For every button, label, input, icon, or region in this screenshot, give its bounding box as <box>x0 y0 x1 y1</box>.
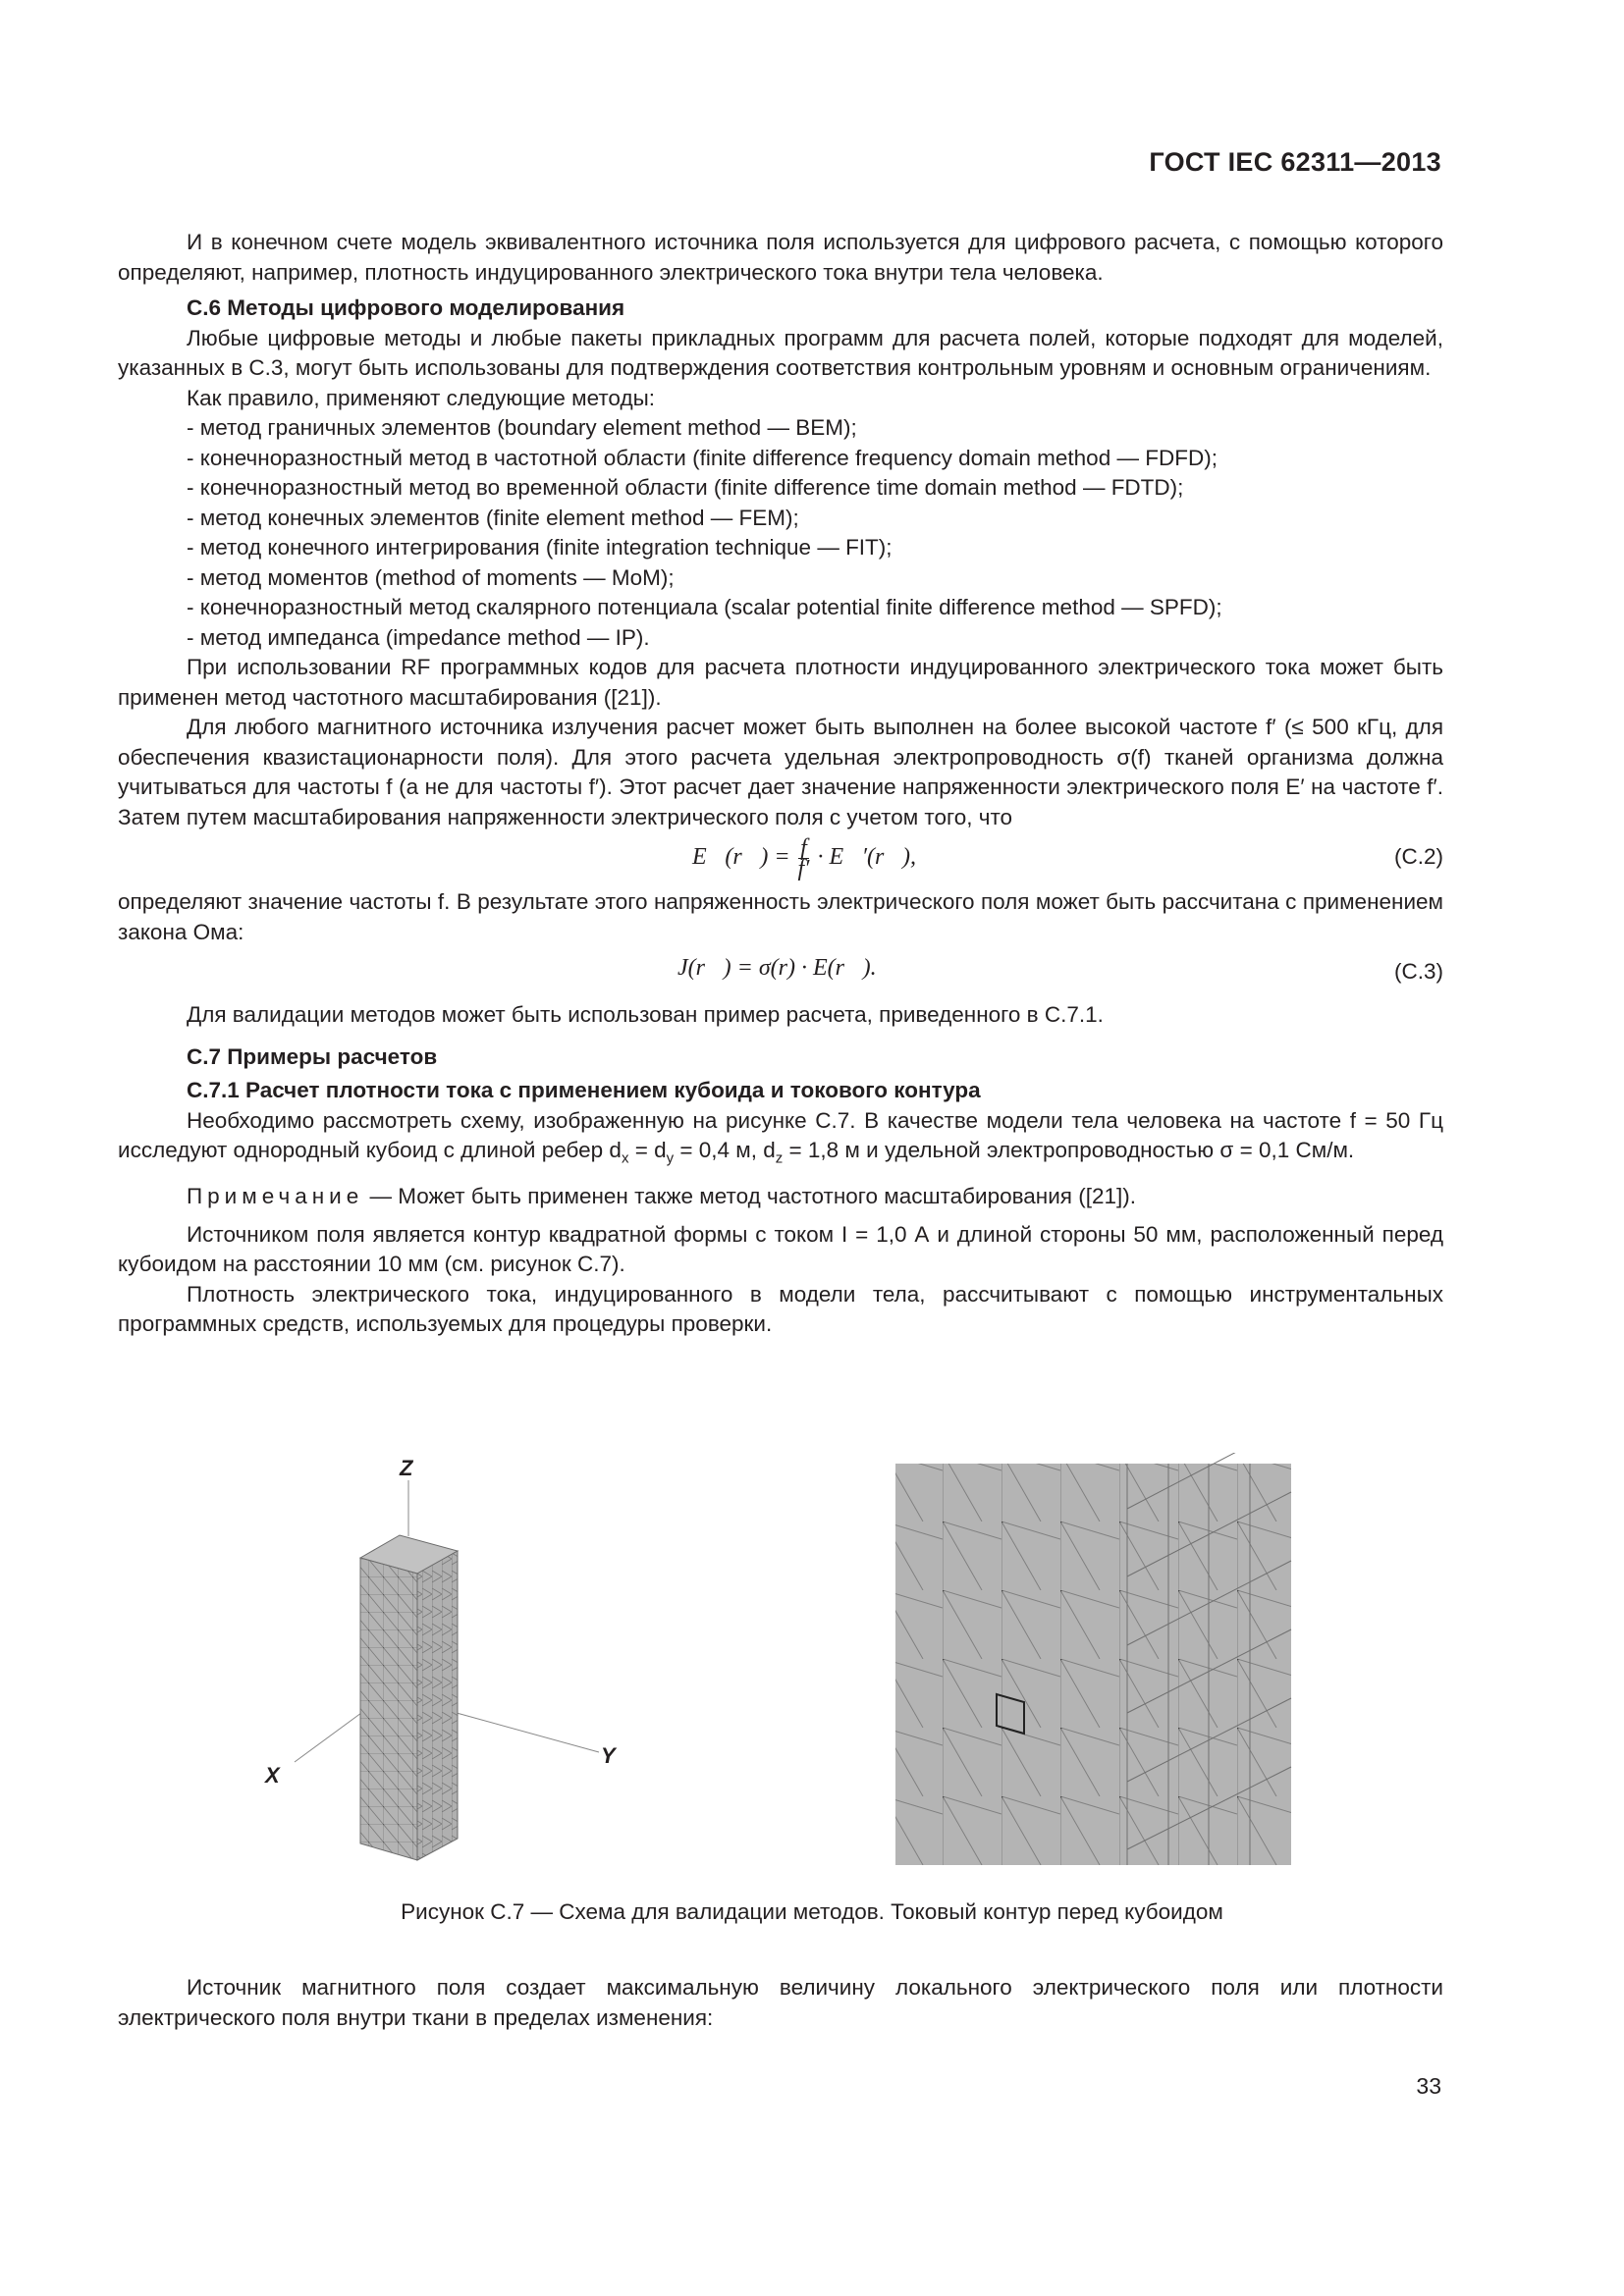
equation-c2-number: (С.2) <box>1394 844 1443 869</box>
method-item: - метод конечного интегрирования (finite integration technique — FIT); <box>187 535 893 560</box>
equation-c3-expression: J(r⃗) = σ(r) · E(r⃗). <box>677 955 877 981</box>
method-item: - конечноразностный метод скалярного потенциала (scalar potential finite difference method — SPFD); <box>187 595 1222 619</box>
c71-paragraph-2: Источником поля является контур квадратной формы с током I = 1,0 А и длиной стороны 50 мм, расположенный перед кубоидом на расстоянии 10 мм (см. рисунок С.7). <box>118 1221 1443 1276</box>
equation-c3-number: (С.3) <box>1394 959 1443 984</box>
c71-paragraph-1 <box>118 1106 1443 1175</box>
section-c6-heading: С.6 Методы цифрового моделирования <box>187 295 625 320</box>
method-item: - метод импеданса (impedance method — IP). <box>187 624 650 650</box>
eq2-fraction <box>797 835 810 881</box>
body-text-lower <box>118 1973 1443 2033</box>
eq2-denominator: f′ <box>797 856 810 881</box>
c6-paragraph-3: При использовании RF программных кодов для расчета плотности индуцированного электрического тока может быть применен метод частотного масштабирования ([21]). <box>118 655 1443 710</box>
c6-paragraph-2: Как правило, применяют следующие методы: <box>187 385 655 410</box>
method-item: - метод конечных элементов (finite element method — FEM); <box>187 505 799 530</box>
axis-y-label: Y <box>601 1743 616 1768</box>
closing-paragraph: Источник магнитного поля создает максимальную величину локального электрического поля или плотности электрического поля внутри ткани в пределах изменения: <box>118 1975 1443 2030</box>
c71-p1-part: = 1,8 м и удельной электропроводностью σ = 0,1 См/м. <box>783 1138 1355 1162</box>
subscript-x: x <box>621 1149 629 1167</box>
axis-z-label: Z <box>400 1456 413 1480</box>
method-item: - конечноразностный метод во временной области (finite difference time domain method — FDTD); <box>187 475 1184 500</box>
c71-p1-part: Необходимо рассмотреть схему, изображенную на рисунке С.7. В качестве модели тела человека на частоте f = 50 Гц исследуют однородный кубоид с длиной ребер d <box>118 1107 1443 1162</box>
intro-paragraph: И в конечном счете модель эквивалентного источника поля используется для цифрового расчета, с помощью которого определяют, например, плотность индуцированного электрического тока внутри тела человека. <box>118 230 1443 285</box>
figure-caption: Рисунок С.7 — Схема для валидации методов. Токовый контур перед кубоидом <box>401 1899 1223 1924</box>
c6-paragraph-5: определяют значение частоты f. В результате этого напряженность электрического поля может быть рассчитана с применением закона Ома: <box>118 889 1443 944</box>
body-text-upper <box>118 228 1443 1340</box>
c6-paragraph-1: Любые цифровые методы и любые пакеты прикладных программ для расчета полей, которые подходят для моделей, указанных в С.3, могут быть использованы для подтверждения соответствия контрольным уровням и основным ограничениям. <box>118 325 1443 380</box>
c71-p1-part: = 0,4 м, d <box>674 1138 776 1162</box>
subscript-z: z <box>775 1149 784 1167</box>
document-id-header: ГОСТ IEC 62311—2013 <box>1149 147 1441 177</box>
method-item: - метод граничных элементов (boundary element method — BEM); <box>187 415 857 440</box>
note-text: — Может быть применен также метод частотного масштабирования ([21]). <box>363 1184 1136 1208</box>
note-label: Примечание <box>187 1184 364 1208</box>
axis-x-label: X <box>265 1763 280 1788</box>
page-number: 33 <box>1416 2073 1441 2099</box>
cuboid-diagram <box>263 1456 618 1860</box>
c71-p1-part: = d <box>628 1138 667 1162</box>
c6-paragraph-6: Для валидации методов может быть использован пример расчета, приведенного в С.7.1. <box>187 1002 1104 1027</box>
subscript-y: y <box>666 1149 675 1167</box>
c71-paragraph-3: Плотность электрического тока, индуцированного в модели тела, рассчитывают с помощью инструментальных программных средств, используемых для процедуры проверки. <box>118 1281 1443 1336</box>
eq2-numerator: f <box>798 838 810 859</box>
figure-c7 <box>0 1453 1624 1885</box>
equation-c2 <box>118 832 1443 887</box>
equation-c3 <box>118 947 1443 996</box>
equation-c2-expression <box>692 835 917 881</box>
note <box>118 1182 1443 1212</box>
figure-c7-graphics <box>0 1453 1624 1885</box>
mesh-zoom-view <box>895 1453 1291 1865</box>
eq2-lhs: E⃗(r⃗) = <box>692 844 790 871</box>
eq2-rhs: · E⃗′(r⃗), <box>817 844 917 871</box>
section-c7-heading: С.7 Примеры расчетов <box>187 1043 438 1069</box>
c6-paragraph-4: Для любого магнитного источника излучения расчет может быть выполнен на более высокой частоте f′ (≤ 500 кГц, для обеспечения квазистационарности поля). Для этого расчета удельная электропроводность σ(f) тканей организма должна учитываться для частоты f (а не для частоты f′). Этот расчет дает значение напряженности электрического поля E′ на частоте f′. Затем путем масштабирования напряженности электрического поля с учетом того, что <box>118 715 1443 829</box>
section-c71-heading: С.7.1 Расчет плотности тока с применением кубоида и токового контура <box>187 1078 981 1102</box>
method-item: - конечноразностный метод в частотной области (finite difference frequency domain method — FDFD); <box>187 445 1218 470</box>
method-item: - метод моментов (method of moments — MoM); <box>187 564 675 590</box>
